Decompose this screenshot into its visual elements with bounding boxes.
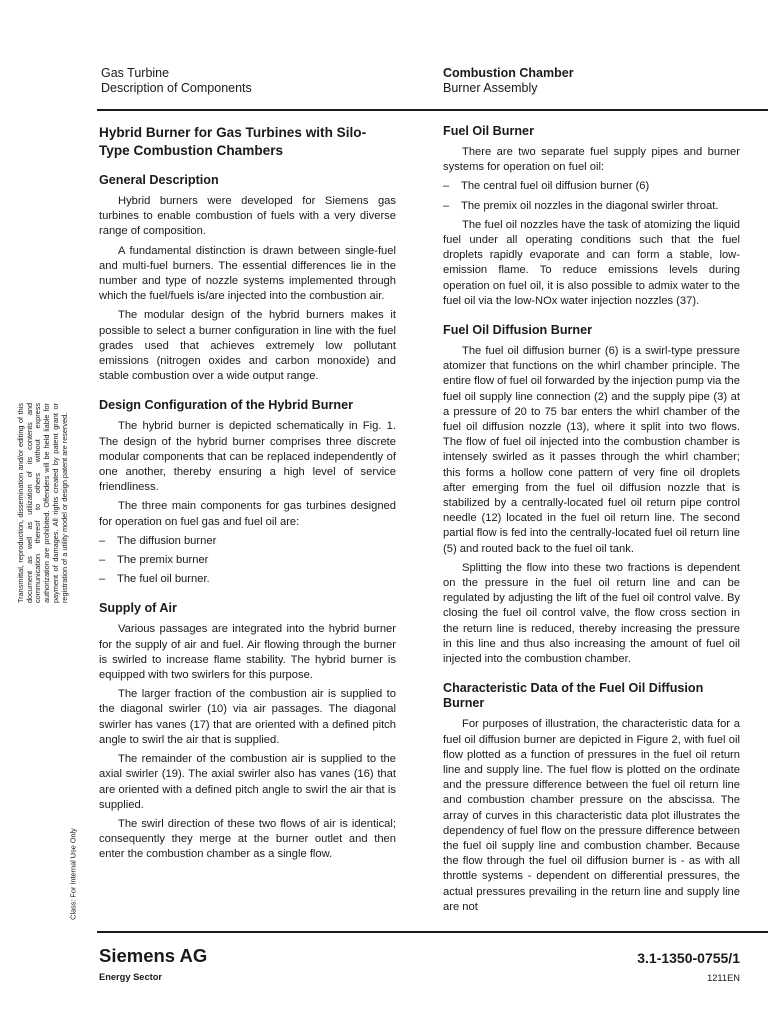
revision-code: 1211EN [707,973,740,983]
paragraph: Various passages are integrated into the hybrid burner for the supply of air and fuel. Air flowing through the burner is swirled to increase flame stability. The hybrid burner is equipped with two swirlers for this purpose. [99,623,396,682]
paragraph: The hybrid burner is depicted schematically in Fig. 1. The design of the hybrid burner comprises three discrete modular components that can be replaced independently of one another, thereby ensuring a high level of service friendliness. [99,420,396,494]
paragraph: The fuel oil nozzles have the task of atomizing the liquid fuel under all operating conditions such that the fuel droplets rapidly evaporate and can form a stable, low-emission flame. To reduce emissions levels during operation on fuel oil, it is also possible to admix water to the fuel oil via the low-NOx water injection nozzles (37). [443,218,740,307]
paragraph: The fuel oil diffusion burner (6) is a swirl-type pressure atomizer that functions on the whirl chamber principle. The entire flow of fuel oil forwarded by the injection pump via the fuel oil supply line connection (2) and the supply pipe (3) at a pressure of 20 to 75 bar enters the whirl chamber of the fuel oil diffusion nozzle (13), where it split into two flows. The flow of fuel oil injected into the combustion chamber is intensely swirled as it passes through the whirl chamber; this forms a hollow cone pattern of very fine oil droplets after emerging from the fuel oil diffusion nozzle that is stabilized by a centrally-located fuel oil return pipe control needle (12) located in the fuel oil return line. The second partial flow is fed into the centrally-located fuel oil return line (5) and routed back to the fuel oil tank. [443,345,740,555]
paragraph: The modular design of the hybrid burners makes it possible to select a burner configuration in line with the fuel grades used that achieves extremely low pollutant emissions (nitrogen oxides and carbon monoxide) and stable combustion over a wide output range. [99,309,396,383]
right-column [443,124,740,919]
left-column [99,124,396,867]
header-rule [97,109,768,111]
list-item: – The central fuel oil diffusion burner (6) [443,180,650,193]
heading-fuel-oil-burner: Fuel Oil Burner [443,124,534,138]
header-subcomponent: Burner Assembly [443,81,538,95]
paragraph: Splitting the flow into these two fractions is dependent on the pressure in the fuel oil return line and can be regulated by adjusting the lift of the fuel oil control valve. By closing the fuel oil control valve, the flow cross section in the return line is reduced, thereby increasing the pressure in this line and thus also increasing the amount of fuel oil injected into the combustion chamber. [443,561,740,666]
paragraph: There are two separate fuel supply pipes and burner systems for operation on fuel oil: [443,146,740,174]
paragraph: A fundamental distinction is drawn between single-fuel and multi-fuel burners. The essential differences lie in the number and type of nozzle systems implemented through which the fuel/fuels is/are injected into the combustion air. [99,244,396,303]
paragraph: For purposes of illustration, the characteristic data for a fuel oil diffusion burner are depicted in Figure 2, with fuel oil flow plotted as a function of pressures in the fuel oil return line and supply line. The fuel flow is plotted on the ordinate and the pressure difference between the fuel oil return line and combustion chamber pressure on the abscissa. The array of curves in this characteristic data plot illustrates the dependency of fuel flow on the pressure difference between the fuel oil supply line and combustion chamber. Because the flow through the fuel oil diffusion burner is - as with all throttle systems - dependent on differential pressures, the actual pressures prevailing in the return line and supply line are not [443,718,740,913]
header-doc-type: Description of Components [101,81,252,95]
heading-fuel-oil-diffusion-burner: Fuel Oil Diffusion Burner [443,323,593,338]
heading-characteristic-data: Characteristic Data of the Fuel Oil Diffusion Burner [443,681,704,711]
footer-rule [97,931,768,933]
fuel-oil-system-list [443,179,740,213]
header-component: Combustion Chamber [443,66,574,80]
heading-supply-of-air: Supply of Air [99,601,177,616]
list-item: – The premix burner [99,554,209,567]
heading-general-description: General Description [99,173,219,187]
heading-design-configuration: Design Configuration of the Hybrid Burner [99,398,353,413]
list-item: – The diffusion burner [99,534,217,547]
paragraph: The swirl direction of these two flows of air is identical; consequently they merge at the burner outlet and then enter the combustion chamber as a single flow. [99,817,396,861]
copyright-notice: Transmittal, reproduction, dissemination and/or editing of this document as well as utilization of its contents and communication thereof to others without express authorization are prohibited. Offenders will be held liable for payment of damages. All rights created by patent grant or registration of a utility model or design patent are reserved. [15,403,69,603]
list-item: – The premix oil nozzles in the diagonal swirler throat. [443,199,719,212]
header-right [443,66,574,96]
document-title: Hybrid Burner for Gas Turbines with Silo-Type Combustion Chambers [99,125,367,158]
company-name: Siemens AG [99,945,208,966]
paragraph: The remainder of the combustion air is supplied to the axial swirler (19). The axial swirler also has vanes (16) that are oriented with a defined pitch angle to swirl the air that is supplied. [99,753,396,811]
company-sector: Energy Sector [99,972,163,982]
document-number: 3.1-1350-0755/1 [637,950,740,966]
header-left [101,66,252,96]
classification-label: Class: For Internal Use Only [68,828,78,920]
paragraph: Hybrid burners were developed for Siemens gas turbines to enable combustion of fuels with a very diverse range of composition. [99,195,396,238]
list-item: – The fuel oil burner. [99,573,210,586]
header-product: Gas Turbine [101,66,170,80]
paragraph: The three main components for gas turbines designed for operation on fuel gas and fuel oil are: [99,500,396,528]
paragraph: The larger fraction of the combustion air is supplied to the diagonal swirler (10) via air passages. The diagonal swirler has vanes (17) that are oriented with a defined pitch angle to swirl the air that is supplied. [99,688,396,746]
component-list [99,534,396,588]
